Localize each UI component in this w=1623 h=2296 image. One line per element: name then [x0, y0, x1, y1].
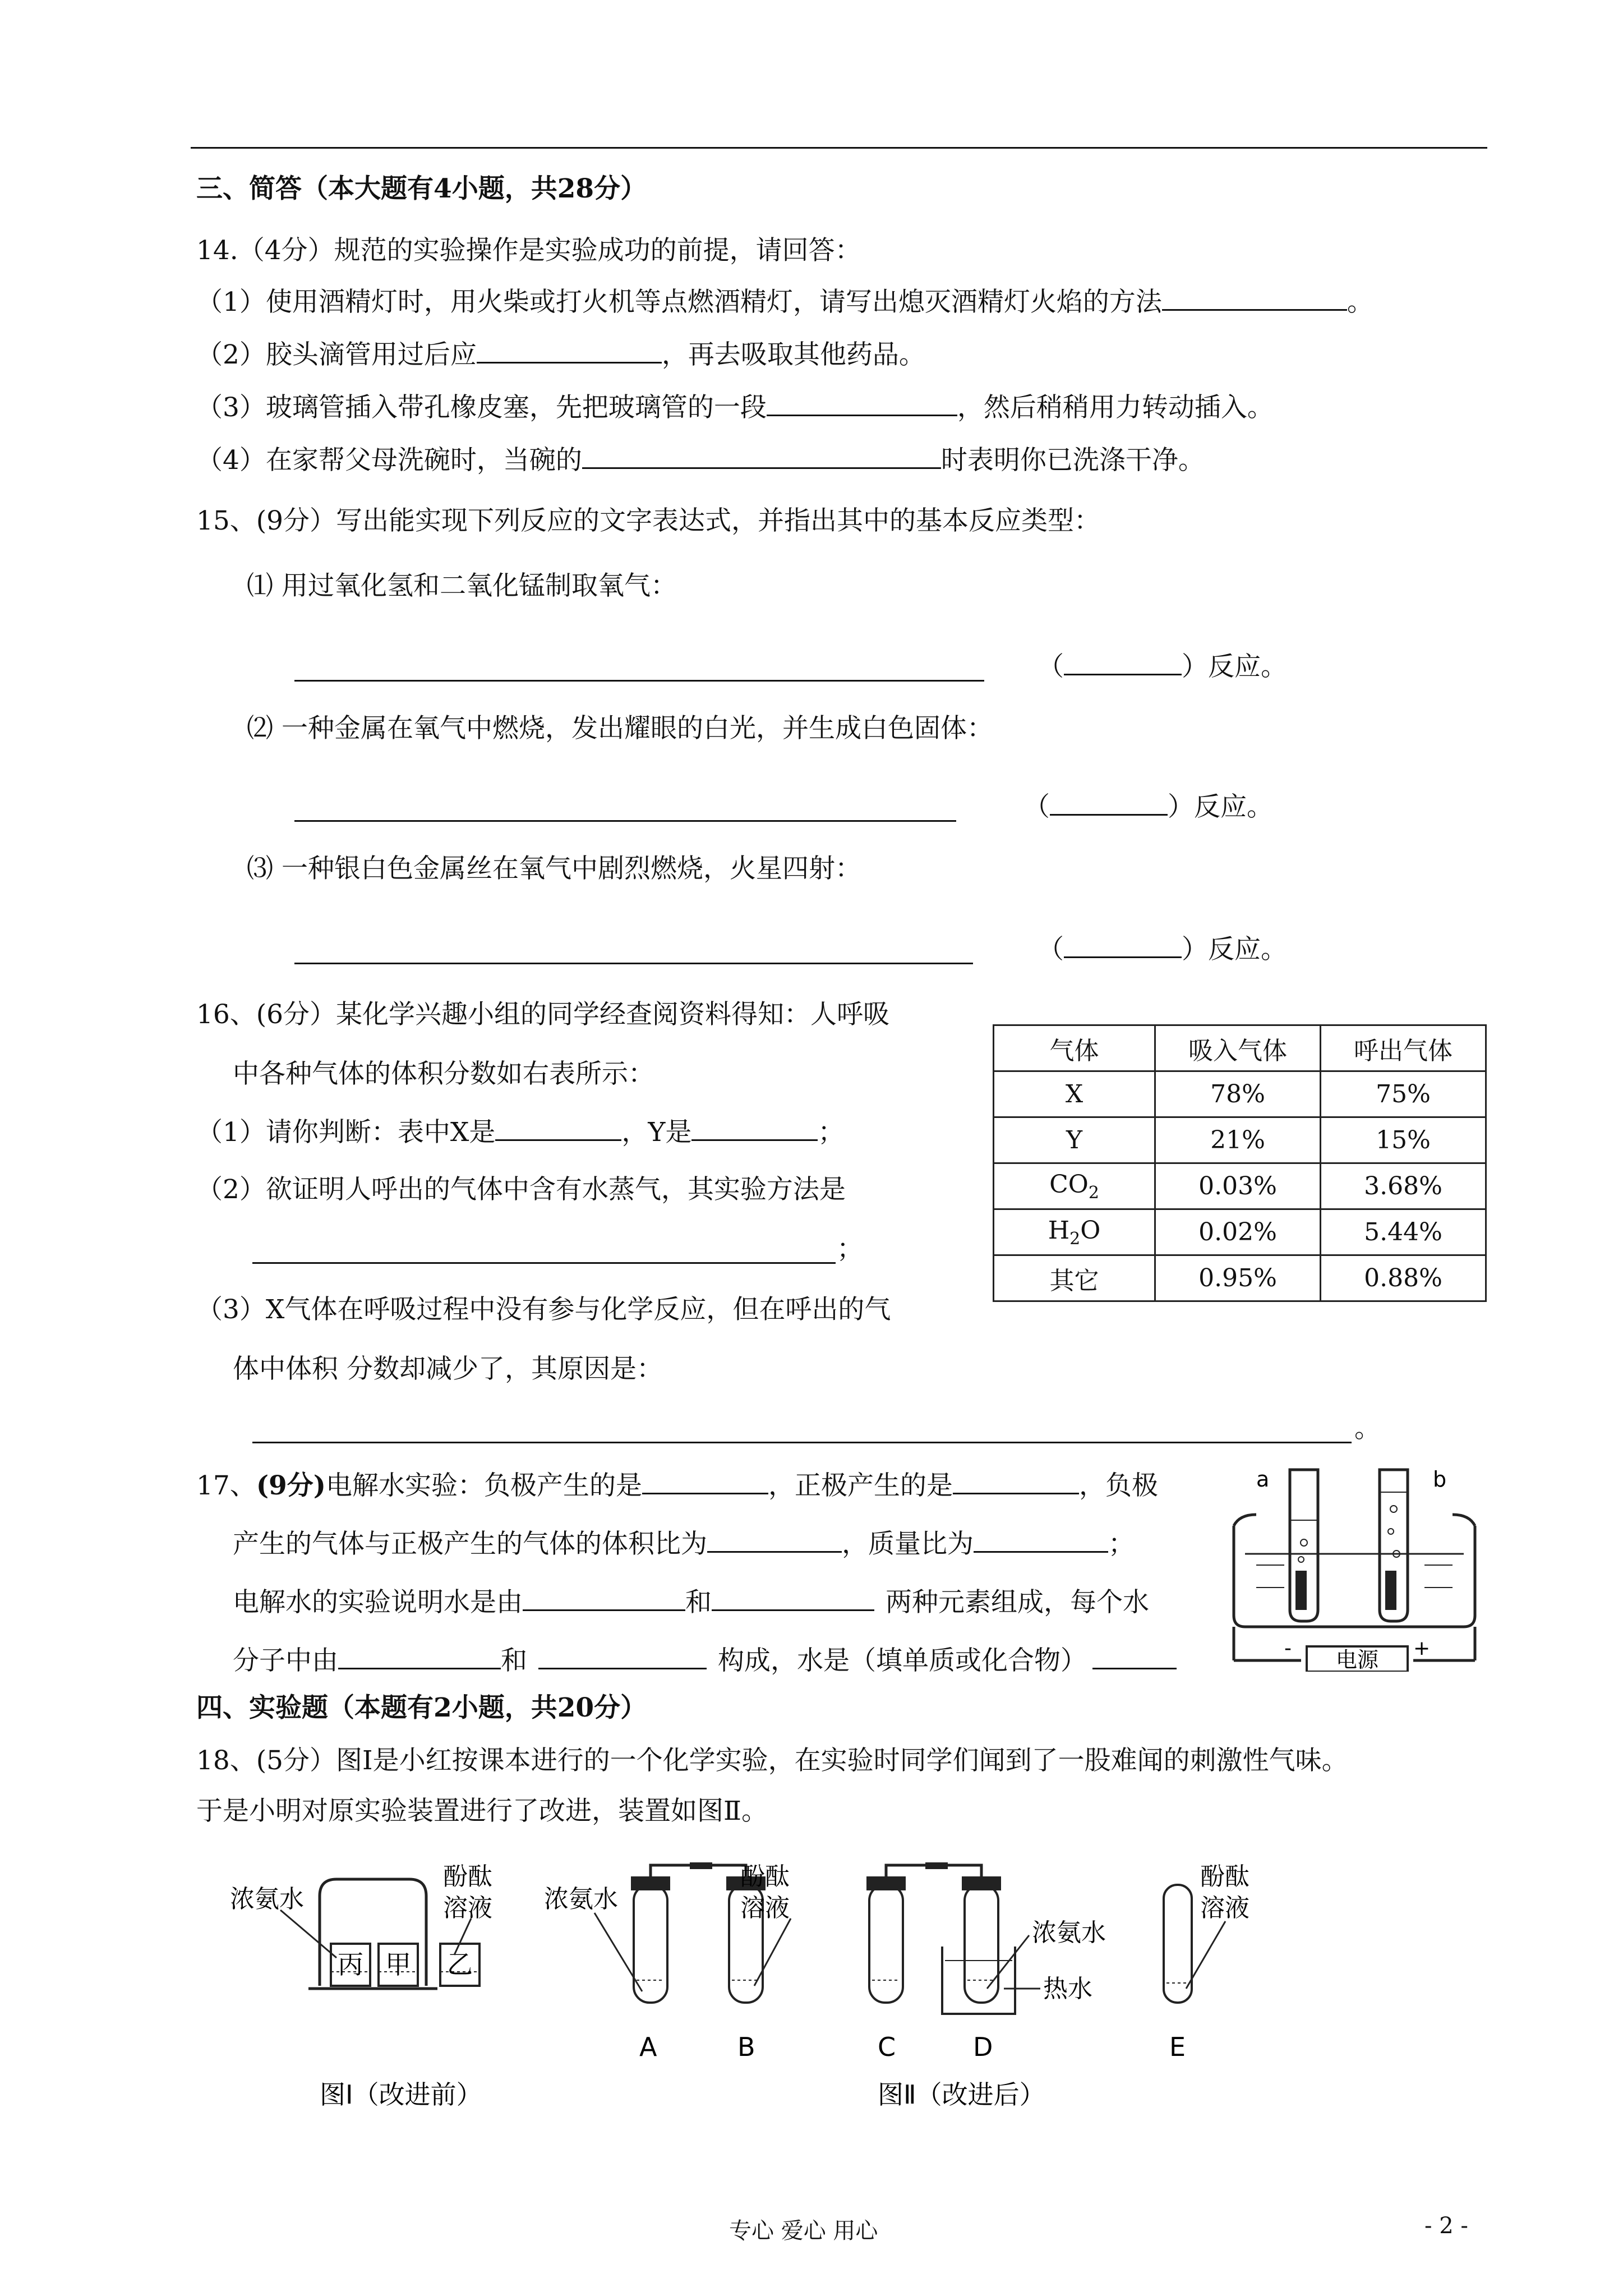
q17-text-2: ，正极产生的是: [768, 1470, 953, 1501]
table-cell: 0.88%: [1321, 1255, 1486, 1301]
table-header: 吸入气体: [1155, 1025, 1321, 1071]
table-header: 气体: [994, 1025, 1155, 1071]
q17-line-2: [233, 1528, 1135, 1561]
fig2-phen-e-label-1: 酚酞: [1200, 1862, 1249, 1891]
beaker-bing: 丙: [338, 1949, 363, 1980]
q16-line-4: （2）欲证明人呼出的气体中含有水蒸气，其实验方法是: [196, 1174, 846, 1205]
table-header: 呼出气体: [1321, 1025, 1486, 1071]
q14-p1-text: （1）使用酒精灯时，用火柴或打火机等点燃酒精灯，请写出熄灭酒精灯火焰的方法: [196, 287, 1162, 318]
q15-item-1: ⑴ 用过氧化氢和二氧化锰制取氧气：: [247, 570, 677, 601]
q17-text-7: 电解水的实验说明水是由: [233, 1587, 523, 1618]
electrolysis-diagram: [1223, 1458, 1481, 1672]
paren-close: ）反应。: [1182, 651, 1287, 682]
q14-head: 14.（4分）规范的实验操作是实验成功的前提，请回答：: [196, 235, 861, 266]
fig2-phen-label-1: 酚酞: [740, 1862, 790, 1891]
table-cell: 21%: [1155, 1117, 1321, 1163]
table-row: [994, 1255, 1486, 1301]
q17-text-12: 构成，水是（填单质或化合物）: [718, 1645, 1087, 1676]
fig1-phen-label-2: 溶液: [443, 1894, 492, 1922]
q17-vol-ratio-blank[interactable]: [707, 1529, 842, 1553]
tube-b-label: b: [1433, 1467, 1447, 1492]
fig2-caption: 图Ⅱ（改进后）: [878, 2079, 1045, 2109]
plus-label: +: [1413, 1637, 1431, 1660]
table-row: [994, 1209, 1486, 1255]
q17-element-2-blank[interactable]: [712, 1587, 874, 1611]
q14-p2-end: ，再去吸取其他药品。: [661, 339, 925, 370]
q16-y-text: ，Y是: [621, 1117, 692, 1148]
q15-item-2: ⑵ 一种金属在氧气中燃烧，发出耀眼的白光，并生成白色固体：: [247, 713, 993, 744]
q17-atom-2-blank[interactable]: [538, 1645, 707, 1669]
q14-p3-blank[interactable]: [767, 392, 957, 416]
fig2-phen-label-2: 溶液: [740, 1894, 790, 1922]
h2o-h: H: [1048, 1216, 1070, 1245]
q16-line-5: ；: [837, 1234, 863, 1264]
q15-answer-line-3[interactable]: [294, 963, 973, 964]
paren-close: ）反应。: [1168, 792, 1273, 822]
q17-text-3: ，负极: [1079, 1470, 1158, 1501]
q14-p4-blank[interactable]: [582, 445, 941, 469]
table-header-row: [994, 1025, 1486, 1071]
q17-text-11: 和: [501, 1645, 527, 1676]
co2-text: CO: [1049, 1170, 1089, 1199]
q17-text-9: 两种元素组成，每个水: [886, 1587, 1149, 1618]
q14-p3-end: ，然后稍稍用力转动插入。: [957, 392, 1274, 423]
q17-text-5: ，质量比为: [842, 1529, 974, 1559]
q17-atom-1-blank[interactable]: [338, 1645, 501, 1669]
tube-b-label: B: [737, 2032, 755, 2062]
q16-line-2: 中各种气体的体积分数如右表所示：: [233, 1059, 654, 1089]
section-4-title: 四、实验题（本题有2小题，共20分）: [196, 1692, 647, 1723]
q15-type-2-blank[interactable]: [1050, 792, 1168, 816]
q18-line-2: 于是小明对原实验装置进行了改进，装置如图Ⅱ。: [196, 1796, 768, 1826]
q16-method-line[interactable]: [252, 1262, 836, 1264]
tube-c-label: C: [878, 2032, 896, 2062]
fig1-ammonia-label: 浓氨水: [230, 1885, 304, 1913]
q15-head: 15、(9分）写出能实现下列反应的文字表达式，并指出其中的基本反应类型：: [196, 505, 1101, 536]
q16-line-6: （3）X气体在呼吸过程中没有参与化学反应，但在呼出的气: [196, 1294, 891, 1325]
q16-line-1: 16、(6分）某化学兴趣小组的同学经查阅资料得知：人呼吸: [196, 999, 890, 1030]
table-cell-h2o: [994, 1209, 1155, 1255]
q17-line-1: [196, 1470, 1158, 1502]
page-number: - 2 -: [1424, 2213, 1468, 2239]
fig1-caption: 图Ⅰ（改进前）: [320, 2079, 482, 2109]
beaker-yi: 乙: [447, 1949, 473, 1980]
table-cell: 75%: [1321, 1071, 1486, 1117]
fig2-ammonia-label: 浓氨水: [544, 1885, 618, 1913]
q14-p1-blank[interactable]: [1162, 287, 1347, 311]
q17-neg-blank[interactable]: [642, 1470, 768, 1494]
q16-reason-line[interactable]: [252, 1442, 1352, 1443]
q15-item-3: ⑶ 一种银白色金属丝在氧气中剧烈燃烧，火星四射：: [247, 853, 861, 884]
q15-type-1-blank[interactable]: [1064, 651, 1182, 675]
q17-pos-blank[interactable]: [953, 1470, 1079, 1494]
fig2-hot-water-label: 热水: [1043, 1975, 1092, 2003]
q15-type-3-blank[interactable]: [1064, 934, 1182, 958]
q15-type-3: [1038, 933, 1287, 966]
q14-p3: [196, 392, 1274, 424]
q16-line-8: 。: [1354, 1413, 1381, 1444]
q17-score: (9分): [256, 1470, 326, 1501]
q16-x-blank[interactable]: [495, 1117, 621, 1141]
paren-open: （: [1023, 792, 1050, 822]
table-cell: 0.02%: [1155, 1209, 1321, 1255]
q16-q1-text: （1）请你判断：表中X是: [196, 1117, 496, 1148]
fig1-phen-label-1: 酚酞: [443, 1862, 492, 1891]
gas-table: [993, 1024, 1487, 1302]
q16-line-7: 体中体积 分数却减少了，其原因是：: [233, 1354, 663, 1384]
beaker-jia: 甲: [385, 1949, 411, 1980]
q17-num: 17、: [196, 1470, 256, 1501]
q15-type-1: [1038, 651, 1287, 683]
table-cell: Y: [994, 1117, 1155, 1163]
q16-semi: ；: [818, 1117, 845, 1148]
table-row: [994, 1117, 1486, 1163]
fig2-phen-e-label-2: 溶液: [1200, 1894, 1249, 1922]
q17-text-10: 分子中由: [233, 1645, 338, 1676]
q17-text-4: 产生的气体与正极产生的气体的体积比为: [233, 1529, 707, 1559]
q17-element-1-blank[interactable]: [523, 1587, 685, 1611]
q14-p4-end: 时表明你已洗涤干净。: [940, 445, 1205, 476]
tube-a-label: a: [1256, 1467, 1270, 1492]
q14-p4: [196, 444, 1205, 477]
table-cell: 0.03%: [1155, 1163, 1321, 1209]
co2-subscript: 2: [1088, 1182, 1099, 1203]
table-cell-co2: [994, 1163, 1155, 1209]
paren-open: （: [1038, 651, 1064, 682]
table-cell: 78%: [1155, 1071, 1321, 1117]
q14-p4-text: （4）在家帮父母洗碗时，当碗的: [196, 445, 582, 476]
footer-center: 专心 爱心 用心: [729, 2218, 878, 2244]
table-cell: 15%: [1321, 1117, 1486, 1163]
q14-p1-end: 。: [1347, 287, 1373, 318]
q14-p3-text: （3）玻璃管插入带孔橡皮塞，先把玻璃管的一段: [196, 392, 767, 423]
figure-1: [224, 1862, 527, 2109]
q15-answer-line-1[interactable]: [294, 680, 984, 682]
tube-d-label: D: [973, 2032, 993, 2062]
power-label: 电源: [1335, 1648, 1379, 1672]
q17-line-3: [233, 1586, 1149, 1619]
table-cell: X: [994, 1071, 1155, 1117]
q17-text-8: 和: [685, 1587, 712, 1618]
h2o-o: O: [1080, 1216, 1101, 1245]
table-cell: 其它: [994, 1255, 1155, 1301]
q17-mass-ratio-blank[interactable]: [974, 1529, 1108, 1553]
q17-type-blank[interactable]: [1092, 1645, 1177, 1669]
table-cell: 3.68%: [1321, 1163, 1486, 1209]
header-rule: [191, 147, 1487, 149]
tube-a-label: A: [639, 2032, 657, 2062]
table-cell: 5.44%: [1321, 1209, 1486, 1255]
q18-line-1: 18、(5分）图Ⅰ是小红按课本进行的一个化学实验，在实验时同学们闻到了一股难闻的刺激性气味。: [196, 1745, 1348, 1776]
q17-text-1: 电解水实验：负极产生的是: [326, 1470, 642, 1501]
paren-open: （: [1038, 934, 1064, 965]
q14-p2-text: （2）胶头滴管用过后应: [196, 339, 477, 370]
h2o-subscript: 2: [1069, 1228, 1081, 1249]
q17-line-4: [233, 1645, 1177, 1677]
q15-answer-line-2[interactable]: [294, 820, 956, 822]
q14-p2: [196, 339, 925, 371]
q14-p1: [196, 286, 1373, 319]
table-row: [994, 1163, 1486, 1209]
q15-type-2: [1023, 791, 1273, 823]
table-row: [994, 1071, 1486, 1117]
table-cell: 0.95%: [1155, 1255, 1321, 1301]
section-3-title: 三、简答（本大题有4小题，共28分）: [196, 173, 647, 204]
paren-close: ）反应。: [1182, 934, 1287, 965]
q17-text-6: ；: [1108, 1529, 1135, 1559]
q16-line-3: [196, 1116, 844, 1149]
minus-label: -: [1284, 1637, 1292, 1660]
figure-2: [538, 1862, 1267, 2109]
fig2-ammonia-label-2: 浓氨水: [1032, 1918, 1106, 1947]
q16-y-blank[interactable]: [691, 1117, 818, 1141]
tube-e-label: E: [1169, 2032, 1186, 2062]
q14-p2-blank[interactable]: [477, 339, 662, 364]
